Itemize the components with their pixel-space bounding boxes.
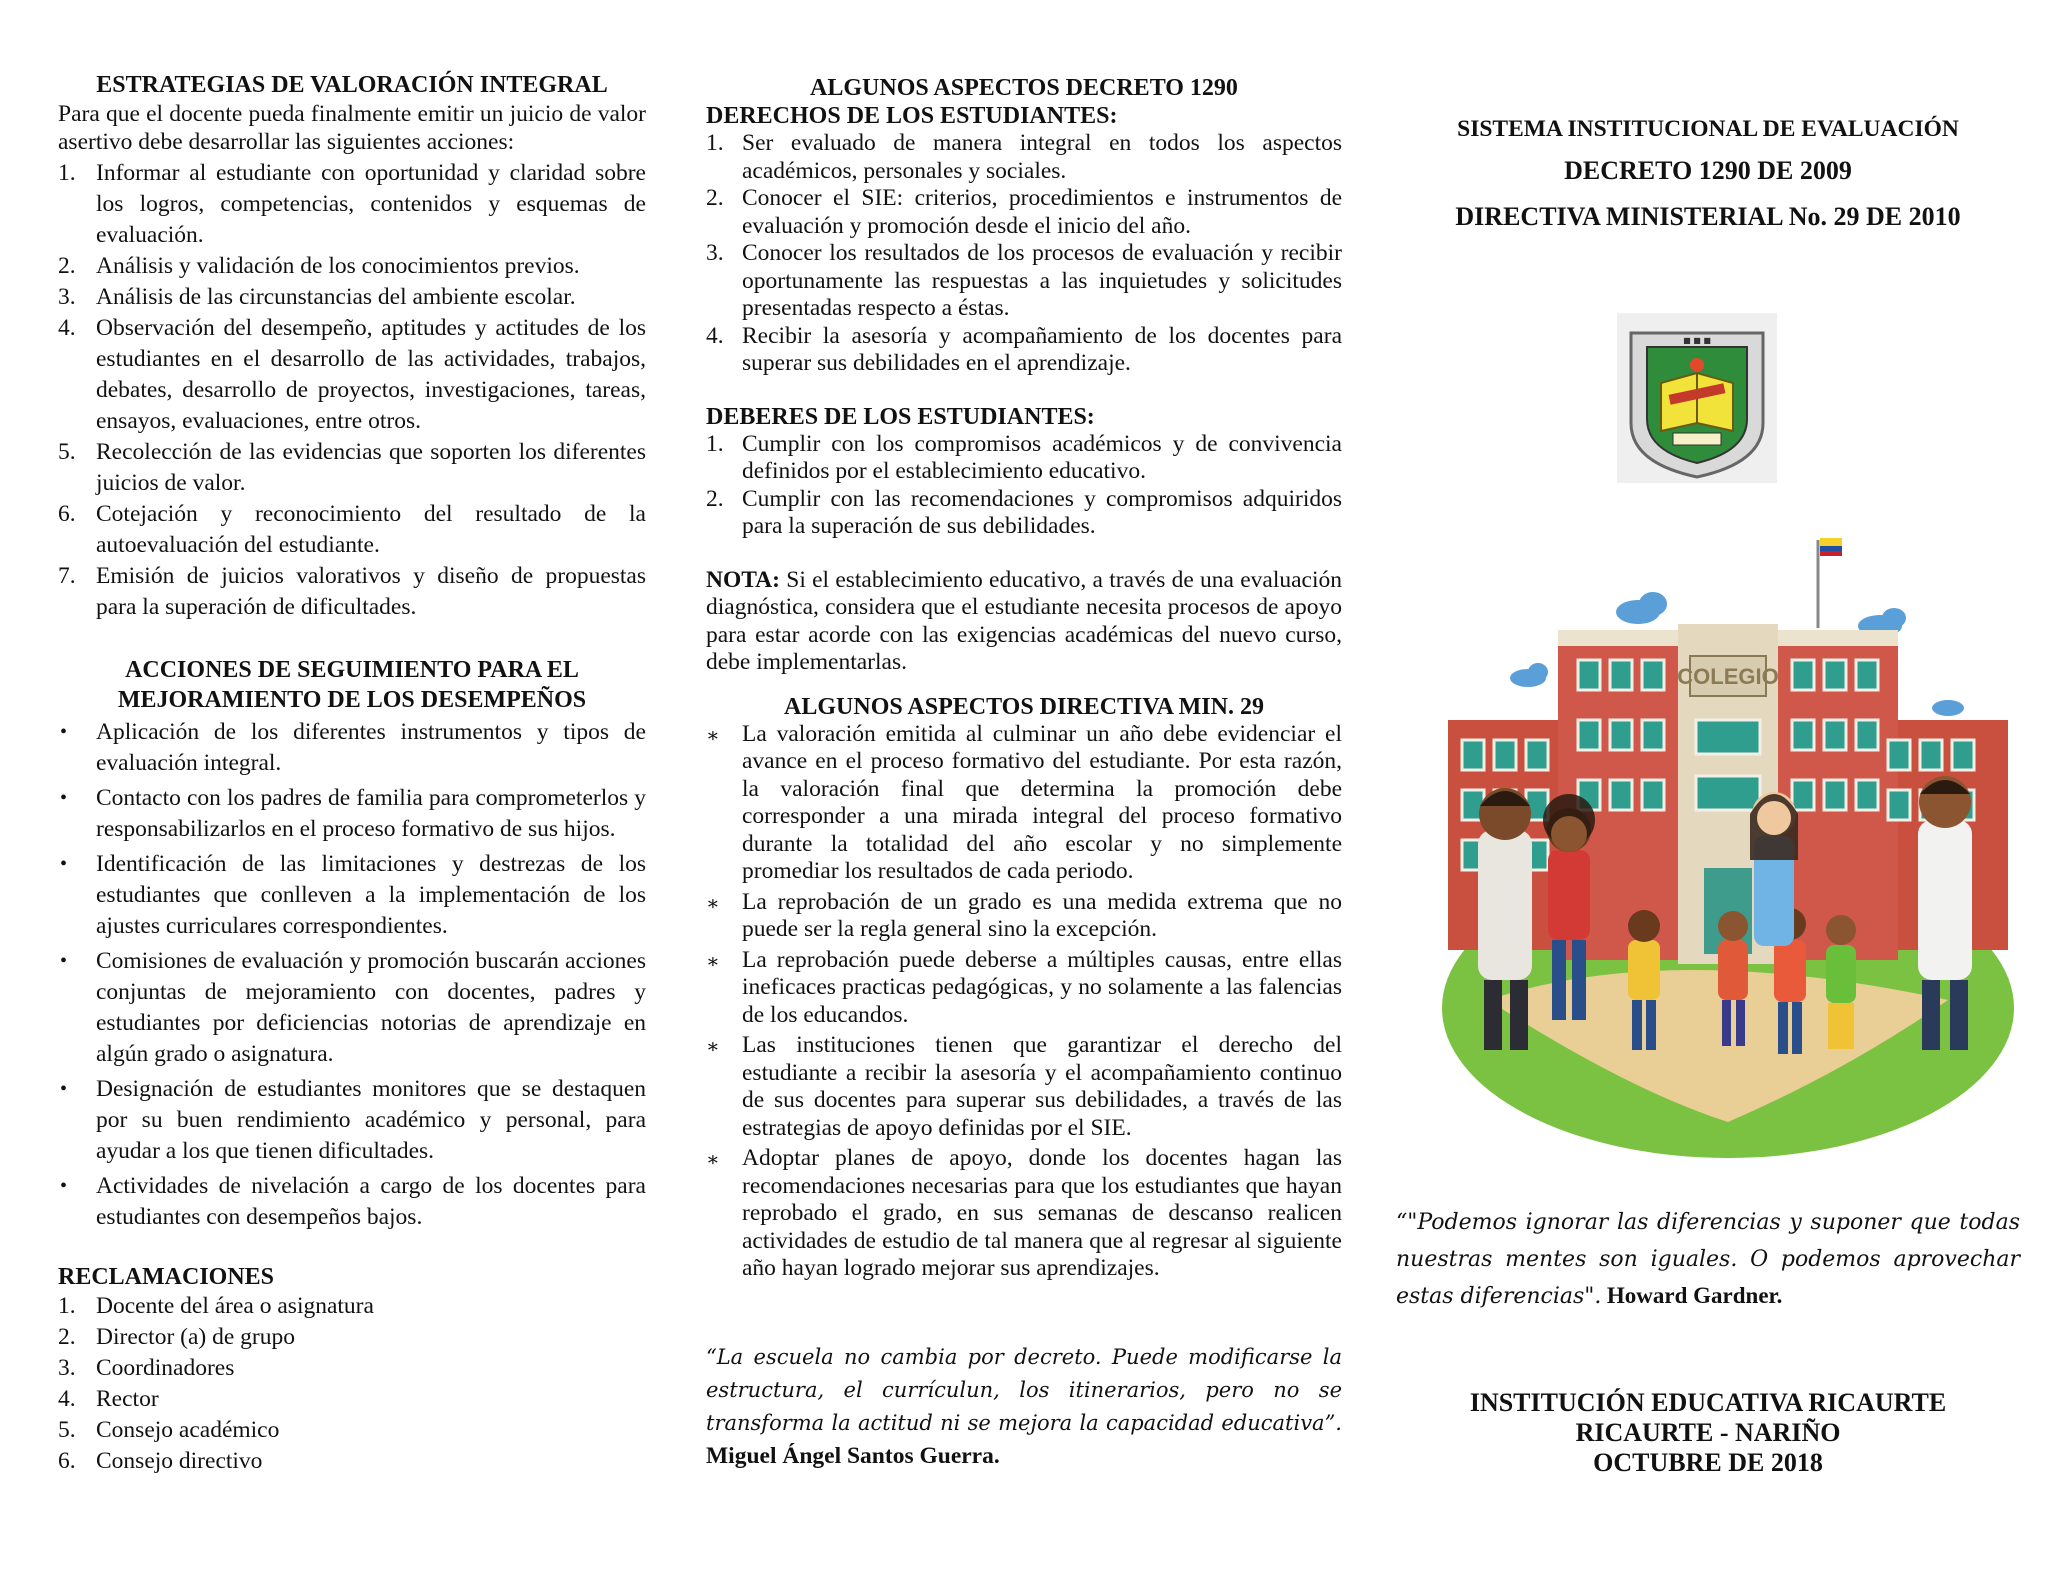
cover-title: SISTEMA INSTITUCIONAL DE EVALUACIÓN [1457,116,1959,142]
strategies-list [58,158,646,623]
directive-list [706,721,1342,1283]
list-item: 2. Análisis y validación de los conocimientos previos. [58,253,580,279]
list-item: 7. Emisión de juicios valorativos y diseño de propuestas para la superación de dificultades. [58,563,646,620]
list-item: ∗ Las instituciones tienen que garantizar el derecho del estudiante a recibir la asesoría y el acompañamiento continuo de sus docentes para superar sus debilidades, a través de las estrategias de apoyo definidas por el SIE. [706,1032,1342,1141]
list-item: 2. Cumplir con las recomendaciones y compromisos adquiridos para la superación de sus debilidades. [706,485,1342,539]
cover-directive: DIRECTIVA MINISTERIAL No. 29 DE 2010 [1455,202,1961,231]
list-item: • Designación de estudiantes monitores que se destaquen por su buen rendimiento académico y personal, para ayudar a los que tienen dificultades. [60,1076,646,1164]
list-item: 1. Informar al estudiante con oportunidad y claridad sobre los logros, competencias, contenidos y esquemas de evaluación. [58,160,646,248]
school-illustration [1428,530,2028,1170]
claims-list [58,1291,646,1477]
colombia-flag-icon [1820,538,1842,546]
publication-date: OCTUBRE DE 2018 [1593,1448,1823,1477]
note-label: NOTA: [706,566,780,593]
note-text: Si el establecimiento educativo, a través de una evaluación diagnóstica, considera que el estudiante necesita procesos de apoyo para estar acorde con las exigencias académicas del nuevo curso, debe implementarlas. [706,566,1343,675]
column-left [58,0,646,1477]
list-item: 4. Rector [58,1386,159,1412]
strategies-title: ESTRATEGIAS DE VALORACIÓN INTEGRAL [96,72,608,98]
svg-text:■ ■ ■: ■ ■ ■ [1683,336,1711,345]
claims-title: RECLAMACIONES [58,1264,275,1290]
quote-text: “"Podemos ignorar las diferencias y suponer que todas nuestras mentes son iguales. O podemos aprovechar estas diferencias". [1396,1210,2020,1309]
list-item: 4. Observación del desempeño, aptitudes y actitudes de los estudiantes en el desarrollo de las actividades, trabajos, debates, desarrollo de proyectos, investigaciones, tareas, ensayos, evaluaciones, entre otros. [58,315,646,434]
list-item: • Identificación de las limitaciones y destrezas de los estudiantes que conlleven a la implementación de los ajustes curriculares correspondientes. [60,851,646,939]
list-item: 1. Docente del área o asignatura [58,1293,374,1319]
institution-location: RICAURTE - NARIÑO [1575,1418,1841,1447]
list-item: 5. Consejo académico [58,1417,280,1443]
list-item: ∗ La reprobación puede deberse a múltiples causas, entre ellas ineficaces practicas pedagógicas, y no solamente a las falencias de los educandos. [706,946,1342,1028]
note-paragraph [706,567,1342,677]
institution-name: INSTITUCIÓN EDUCATIVA RICAURTE [1469,1388,1947,1417]
directive-title: ALGUNOS ASPECTOS DIRECTIVA MIN. 29 [784,693,1264,720]
list-item: 2. Conocer el SIE: criterios, procedimientos e instrumentos de evaluación y promoción desde el inicio del año. [706,185,1342,239]
list-item: 3. Conocer los resultados de los procesos de evaluación y recibir oportunamente las respuestas a las inquietudes y solicitudes presentadas respecto a éstas. [706,240,1342,321]
list-item: 5. Recolección de las evidencias que soporten los diferentes juicios de valor. [58,439,646,496]
rights-list [706,130,1342,378]
cover-decree: DECRETO 1290 DE 2009 [1564,156,1852,185]
strategies-intro: Para que el docente pueda finalmente emitir un juicio de valor asertivo debe desarrollar las siguientes acciones: [58,101,646,155]
list-item: 3. Análisis de las circunstancias del ambiente escolar. [58,284,576,310]
duties-list [706,431,1342,541]
list-item: 1. Ser evaluado de manera integral en todos los aspectos académicos, personales y sociales. [706,130,1342,184]
list-item: • Contacto con los padres de familia para comprometerlos y responsabilizarlos en el proceso formativo de sus hijos. [60,785,646,842]
list-item: 6. Consejo directivo [58,1448,263,1474]
list-item: • Aplicación de los diferentes instrumentos y tipos de evaluación integral. [60,719,646,776]
rights-title: DERECHOS DE LOS ESTUDIANTES: [706,103,1118,129]
quote-author: Howard Gardner. [1606,1283,1783,1308]
duties-title: DEBERES DE LOS ESTUDIANTES: [706,403,1095,430]
list-item: 1. Cumplir con los compromisos académicos y de convivencia definidos por el establecimiento educativo. [706,430,1342,484]
school-crest-logo [1617,313,1777,483]
follow-up-list [58,717,646,1233]
list-item: 6. Cotejación y reconocimiento del resultado de la autoevaluación del estudiante. [58,501,646,558]
gardner-quote [1396,1204,2020,1315]
school-sign: COLEGIO [1677,664,1779,689]
list-item: ∗ La reprobación de un grado es una medida extrema que no puede ser la regla general sino la excepción. [706,888,1342,942]
list-item: ∗ La valoración emitida al culminar un año debe evidenciar el avance en el proceso formativo del estudiante. Por esta razón, la valoración final que determina la promoción debe corresponder a una mirada integral del proceso formativo durante la totalidad del año escolar y no simplemente promediar los resultados de cada periodo. [706,720,1342,884]
quote-author: Miguel Ángel Santos Guerra. [706,1442,1000,1469]
list-item: • Actividades de nivelación a cargo de los docentes para estudiantes con desempeños bajos. [60,1173,646,1230]
follow-up-title: ACCIONES DE SEGUIMIENTO PARA EL MEJORAMIENTO DE LOS DESEMPEÑOS [117,657,587,713]
column-right [1388,0,2028,1477]
quote-text: “La escuela no cambia por decreto. Puede modificarse la estructura, el currículun, los itinerarios, pero no se transforma la actitud ni se mejora la capacidad educativa”. [706,1344,1342,1435]
list-item: • Comisiones de evaluación y promoción buscarán acciones conjuntas de mejoramiento con docentes, padres y estudiantes por deficiencias notorias de aprendizaje en algún grado o asignatura. [60,948,646,1067]
list-item: 3. Coordinadores [58,1355,235,1381]
list-item: 2. Director (a) de grupo [58,1324,296,1350]
decree-title: ALGUNOS ASPECTOS DECRETO 1290 [810,75,1238,101]
column-middle [706,0,1342,1473]
santos-quote [706,1341,1342,1473]
list-item: ∗ Adoptar planes de apoyo, donde los docentes hagan las recomendaciones necesarias para que los estudiantes que hayan reprobado el grado, en sus semanas de descanso realicen actividades de estudio de tal manera que al regresar al siguiente año hayan logrado mejorar sus aprendizajes. [706,1145,1342,1281]
list-item: 4. Recibir la asesoría y acompañamiento de los docentes para superar sus debilidades en el aprendizaje. [706,322,1342,376]
